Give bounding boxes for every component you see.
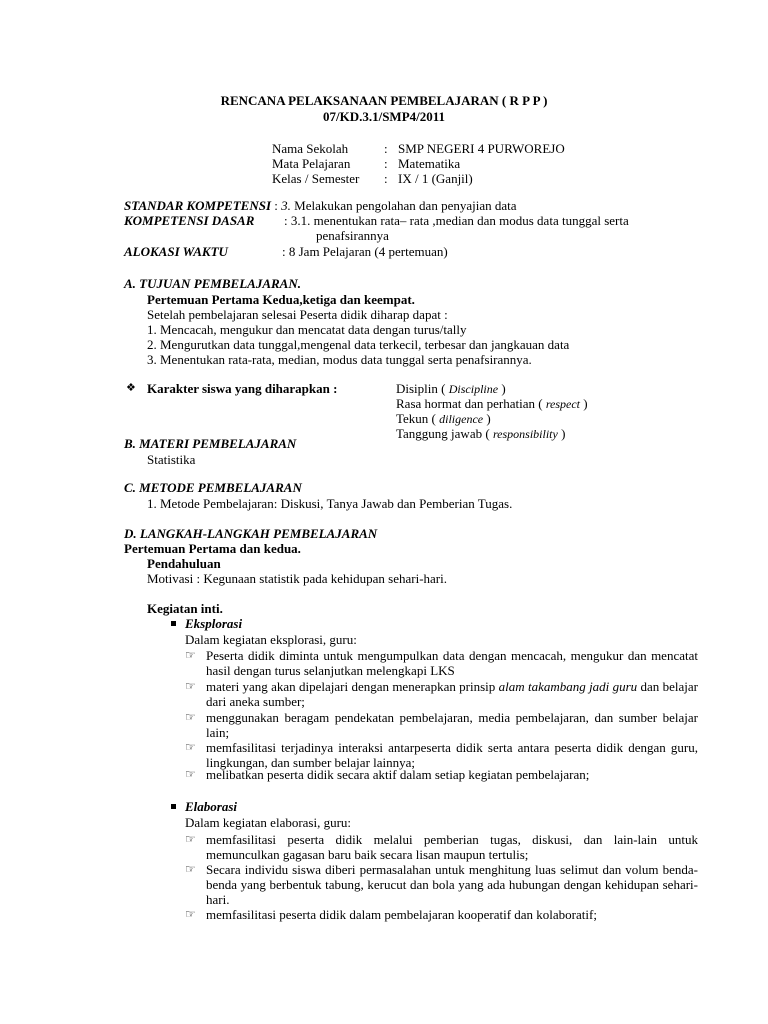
section-a-item: 1. Mencacah, mengukur dan mencatat data dengan turus/tally — [147, 322, 467, 337]
karakter-item: Tekun ( diligence ) — [396, 411, 491, 426]
identity-value-class: IX / 1 (Ganjil) — [398, 171, 473, 186]
kompetensi-dasar-cont: penafsirannya — [316, 228, 389, 243]
elaborasi-item: memfasilitasi peserta didik melalui pemberian tugas, diskusi, dan lain-lain untuk memunculkan gagasan baru baik secara lisan maupun tertulis; — [206, 832, 698, 862]
diamond-bullet-icon: ❖ — [126, 382, 136, 394]
kompetensi-dasar-text: : 3.1. menentukan rata– rata ,median dan modus data tunggal serta — [284, 213, 629, 228]
pointing-hand-icon: ☞ — [185, 767, 196, 781]
karakter-label: Karakter siswa yang diharapkan : — [147, 381, 338, 396]
section-d-motivasi: Motivasi : Kegunaan statistik pada kehidupan sehari-hari. — [147, 571, 448, 586]
karakter-item: Rasa hormat dan perhatian ( respect ) — [396, 396, 588, 411]
section-a-item: 2. Mengurutkan data tunggal,mengenal data terkecil, terbesar dan jangkauan data — [147, 337, 570, 352]
karakter-item: Disiplin ( Discipline ) — [396, 381, 506, 396]
identity-value-subject: Matematika — [398, 156, 461, 171]
identity-label-class: Kelas / Semester — [272, 171, 360, 186]
kompetensi-dasar-label: KOMPETENSI DASAR — [124, 213, 255, 228]
pointing-hand-icon: ☞ — [185, 648, 196, 662]
identity-colon: : — [384, 171, 388, 186]
eksplorasi-item: menggunakan beragam pendekatan pembelajaran, media pembelajaran, dan sumber belajar lain; — [206, 710, 698, 740]
pointing-hand-icon: ☞ — [185, 832, 196, 846]
section-d-title: D. LANGKAH-LANGKAH PEMBELAJARAN — [124, 526, 378, 541]
section-b-title: B. MATERI PEMBELAJARAN — [124, 436, 297, 451]
section-d-meeting: Pertemuan Pertama dan kedua. — [124, 541, 301, 556]
identity-colon: : — [384, 141, 388, 156]
square-bullet-icon — [171, 804, 176, 809]
section-a-item: 3. Menentukan rata-rata, median, modus data tunggal serta penafsirannya. — [147, 352, 532, 367]
identity-colon: : — [384, 156, 388, 171]
section-b-text: Statistika — [147, 452, 196, 467]
section-d-pendahuluan: Pendahuluan — [147, 556, 221, 571]
pointing-hand-icon: ☞ — [185, 740, 196, 754]
section-c-text: 1. Metode Pembelajaran: Diskusi, Tanya Jawab dan Pemberian Tugas. — [147, 496, 513, 511]
pointing-hand-icon: ☞ — [185, 710, 196, 724]
elaborasi-intro: Dalam kegiatan elaborasi, guru: — [185, 815, 352, 830]
elaborasi-title: Elaborasi — [185, 799, 238, 814]
square-bullet-icon — [171, 621, 176, 626]
document-code: 07/KD.3.1/SMP4/2011 — [322, 109, 446, 124]
identity-label-school: Nama Sekolah — [272, 141, 349, 156]
standar-kompetensi: STANDAR KOMPETENSI : 3. Melakukan pengolahan dan penyajian data — [124, 198, 517, 213]
section-a-subtitle: Pertemuan Pertama Kedua,ketiga dan keempat. — [147, 292, 415, 307]
section-a-intro: Setelah pembelajaran selesai Peserta didik diharap dapat : — [147, 307, 448, 322]
pointing-hand-icon: ☞ — [185, 907, 196, 921]
elaborasi-item: Secara individu siswa diberi permasalahan untuk menghitung luas selimut dan volum benda-benda yang berbentuk tabung, kerucut dan bola yang ada hubungan dengan kehidupan sehari-hari. — [206, 862, 698, 907]
pointing-hand-icon: ☞ — [185, 862, 196, 876]
eksplorasi-item: materi yang akan dipelajari dengan menerapkan prinsip alam takambang jadi guru dan belajar dari aneka sumber; — [206, 679, 698, 709]
pointing-hand-icon: ☞ — [185, 679, 196, 693]
section-d-inti: Kegiatan inti. — [147, 601, 223, 616]
section-c-title: C. METODE PEMBELAJARAN — [124, 480, 302, 495]
eksplorasi-intro: Dalam kegiatan eksplorasi, guru: — [185, 632, 357, 647]
eksplorasi-item: melibatkan peserta didik secara aktif dalam setiap kegiatan pembelajaran; — [206, 767, 590, 782]
eksplorasi-item: memfasilitasi terjadinya interaksi antarpeserta didik serta antara peserta didik dengan guru, lingkungan, dan sumber belajar lainnya; — [206, 740, 698, 770]
identity-label-subject: Mata Pelajaran — [272, 156, 351, 171]
identity-value-school: SMP NEGERI 4 PURWOREJO — [398, 141, 565, 156]
alokasi-waktu-text: : 8 Jam Pelajaran (4 pertemuan) — [282, 244, 448, 259]
eksplorasi-item: Peserta didik diminta untuk mengumpulkan data dengan mencacah, mengukur dan mencatat hasil dengan turus selanjutkan melengkapi LKS — [206, 648, 698, 678]
alokasi-waktu-label: ALOKASI WAKTU — [124, 244, 228, 259]
eksplorasi-title: Eksplorasi — [185, 616, 243, 631]
document-title: RENCANA PELAKSANAAN PEMBELAJARAN ( R P P ) — [220, 93, 548, 108]
section-a-title: A. TUJUAN PEMBELAJARAN. — [124, 276, 301, 291]
karakter-item: Tanggung jawab ( responsibility ) — [396, 426, 566, 441]
elaborasi-item: memfasilitasi peserta didik dalam pembelajaran kooperatif dan kolaboratif; — [206, 907, 597, 922]
